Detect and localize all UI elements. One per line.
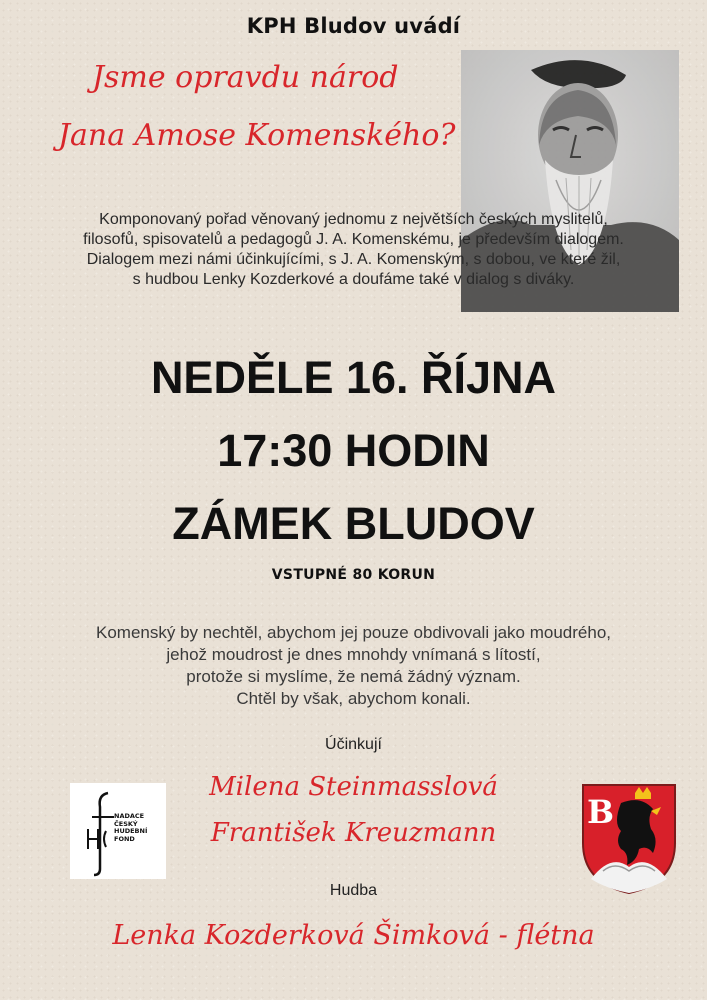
quote-paragraph [0, 622, 707, 710]
fund-logo-line: NADACE [114, 812, 145, 820]
event-date: NEDĚLE 16. ŘÍJNA [150, 352, 557, 403]
performer-name: Milena Steinmasslová [209, 772, 498, 802]
quote-line: jehož moudrost je dnes mnohdy vnímaná s lítostí, [166, 645, 541, 664]
event-title-line1: Jsme opravdu národ [92, 60, 399, 95]
performers-label: Účinkují [325, 736, 382, 753]
quote-line: Komenský by nechtěl, abychom jej pouze obdivovali jako moudrého, [95, 623, 611, 642]
intro-line: s hudbou Lenky Kozderkové a doufáme také v dialog s diváky. [132, 271, 575, 288]
quote-line: protože si myslíme, že nemá žádný význam. [186, 667, 521, 686]
event-time: 17:30 HODIN [217, 425, 490, 476]
musician-name: Lenka Kozderková Šimková - flétna [112, 920, 595, 951]
intro-line: filosofů, spisovatelů a pedagogů J. A. Komenskému, je především dialogem. [83, 231, 624, 248]
fund-logo-line: ČESKÝ [114, 819, 138, 828]
fund-logo-line: HUDEBNÍ [114, 827, 148, 835]
event-venue: ZÁMEK BLUDOV [172, 498, 535, 549]
music-fund-logo [70, 783, 166, 879]
fund-logo-line: FOND [114, 834, 135, 843]
quote-line: Chtěl by však, abychom konali. [236, 689, 471, 708]
entry-fee: VSTUPNÉ 80 KORUN [271, 567, 436, 583]
bludov-coat-of-arms [581, 783, 677, 895]
crest-letter: B [587, 793, 615, 831]
intro-paragraph [0, 210, 707, 290]
intro-line: Dialogem mezi námi účinkujícími, s J. A. Komenským, s dobou, ve které žil, [86, 251, 621, 268]
fund-logo-text [114, 813, 147, 843]
intro-line: Komponovaný pořad věnovaný jednomu z největších českých myslitelů, [99, 211, 608, 228]
event-title-line2: Jana Amose Komenského? [58, 118, 456, 153]
performer-name: František Kreuzmann [210, 818, 497, 848]
presenter-heading: KPH Bludov uvádí [246, 14, 461, 38]
music-label: Hudba [329, 882, 378, 899]
